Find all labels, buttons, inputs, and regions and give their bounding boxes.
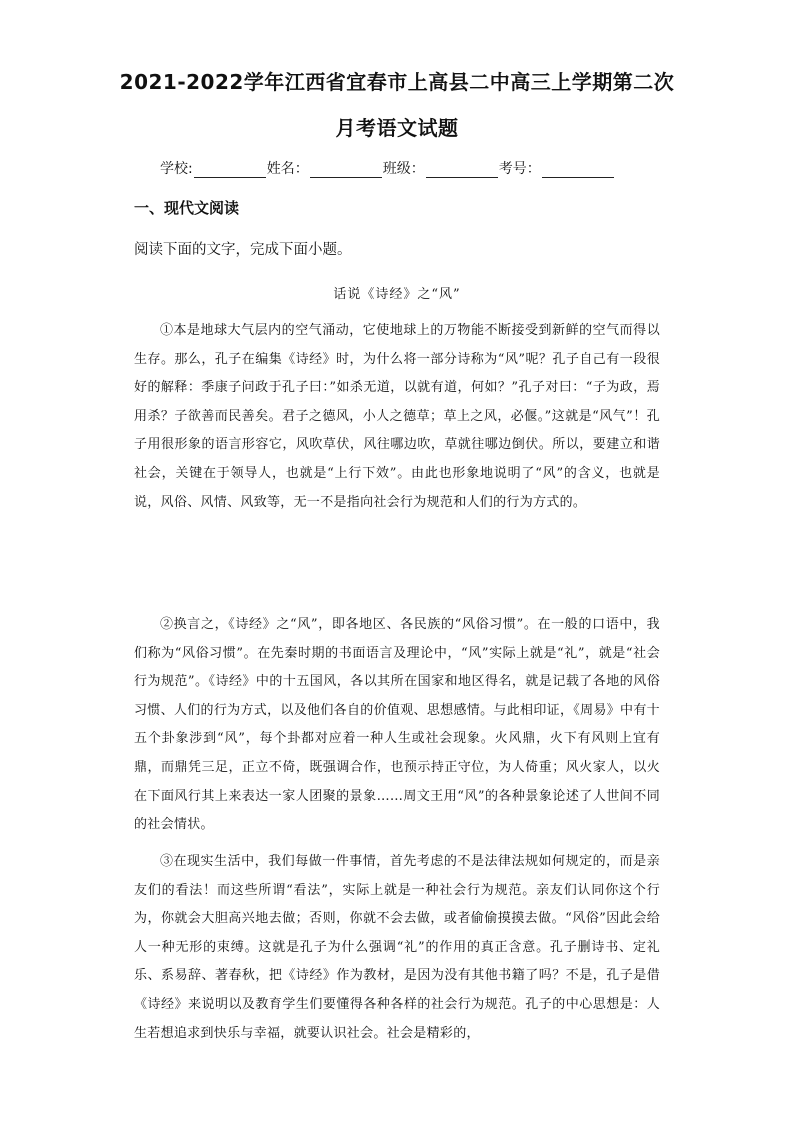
exam-title-line1: 2021-2022学年江西省宜春市上高县二中高三上学期第二次 [119,70,675,94]
article-paragraph-3: ③在现实生活中，我们每做一件事情，首先考虑的不是法律法规如何规定的，而是亲友们的看法！而这些所谓“看法”，实际上就是一种社会行为规范。亲友们认同你这个行为，你就会大胆高兴地去做；否则，你就不会去做，或者偷偷摸摸去做。“风俗”因此会给人一种无形的束缚。这就是孔子为什么强调“礼”的作用的真正含意。孔子删诗书、定礼乐、系易辞、著春秋，把《诗经》作为教材，是因为没有其他书籍了吗？不是，孔子是借《诗经》来说明以及教育学生们要懂得各种各样的社会行为规范。孔子的中心思想是：人生若想追求到快乐与幸福，就要认识社会。社会是精彩的， [134,854,660,1041]
school-label: 学校: [160,161,193,177]
article-paragraph-2: ②换言之，《诗经》之“风”，即各地区、各民族的“风俗习惯”。在一般的口语中，我们称为“风俗习惯”。在先秦时期的书面语言及理论中，“风”实际上就是“礼”，就是“社会行为规范”。《诗经》中的十五国风，各以其所在国家和地区得名，就是记载了各地的风俗习惯、人们的行为方式，以及他们各自的价值观、思想感情。与此相印证，《周易》中有十五个卦象涉到“风”，每个卦都对应着一种人生或社会现象。火风鼎，火下有风则上宜有鼎，而鼎凭三足，正立不倚，既强调合作，也预示持正守位，为人倚重；风火家人，以火在下面风行其上来表达一家人团聚的景象……周文王用“风”的各种景象论述了人世间不同的社会情状。 [134,617,660,833]
reading-instruction: 阅读下面的文字，完成下面小题。 [134,242,352,258]
article-title: 话说《诗经》之“风” [333,287,461,302]
class-blank[interactable] [426,163,498,178]
school-blank[interactable] [194,163,266,178]
student-info-row [160,158,680,178]
school-field [160,158,267,178]
number-field [499,158,615,178]
name-blank[interactable] [310,163,382,178]
number-blank[interactable] [542,163,614,178]
number-label: 考号： [498,161,541,177]
exam-title-line2: 月考语文试题 [335,116,459,140]
class-field [383,158,499,178]
class-label: 班级： [382,161,425,177]
name-label: 姓名： [266,161,309,177]
name-field [267,158,383,178]
section-heading: 一、现代文阅读 [134,199,240,217]
article-paragraph-1: ①本是地球大气层内的空气涌动，它使地球上的万物能不断接受到新鲜的空气而得以生存。那么，孔子在编集《诗经》时，为什么将一部分诗称为“风”呢？孔子自己有一段很好的解释：季康子问政于孔子曰：”如杀无道，以就有道，何如？”孔子对曰：“子为政，焉用杀？子欲善而民善矣。君子之德风，小人之德草；草上之风，必偃。”这就是“风气”！孔子用很形象的语言形容它，风吹草伏，风往哪边吹，草就往哪边倒伏。所以，要建立和谐社会，关键在于领导人，也就是“上行下效”。由此也形象地说明了“风”的含义，也就是说，风俗、风情、风致等，无一不是指向社会行为规范和人们的行为方式的。 [134,323,660,510]
